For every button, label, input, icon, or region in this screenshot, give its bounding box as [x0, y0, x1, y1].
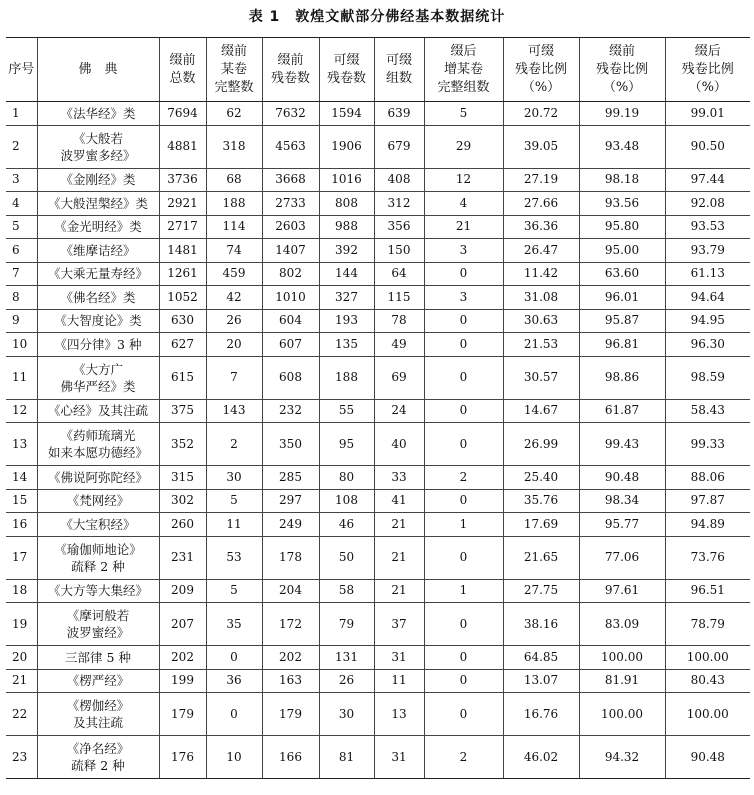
- data-cell: 98.59: [665, 356, 750, 399]
- data-cell: 95: [319, 423, 374, 466]
- column-header: 缀后 残卷比例 （%）: [665, 38, 750, 102]
- table-row: [6, 736, 750, 779]
- table-row: [6, 603, 750, 646]
- data-cell: 1: [424, 579, 503, 603]
- table-row: [6, 399, 750, 423]
- data-cell: 204: [262, 579, 319, 603]
- data-cell: 327: [319, 286, 374, 310]
- data-cell: 2: [206, 423, 262, 466]
- data-cell: 95.87: [579, 309, 665, 333]
- data-cell: 0: [424, 309, 503, 333]
- data-cell: 37: [374, 603, 424, 646]
- table-row: [6, 286, 750, 310]
- data-cell: 68: [206, 168, 262, 192]
- data-cell: 97.61: [579, 579, 665, 603]
- data-cell: 88.06: [665, 466, 750, 490]
- data-cell: 0: [206, 693, 262, 736]
- data-cell: 96.01: [579, 286, 665, 310]
- data-cell: 21: [374, 536, 424, 579]
- data-cell: 98.34: [579, 489, 665, 513]
- data-cell: 2733: [262, 192, 319, 216]
- data-cell: 232: [262, 399, 319, 423]
- row-number: 1: [6, 102, 37, 126]
- table-row: [6, 513, 750, 537]
- data-cell: 150: [374, 239, 424, 263]
- data-cell: 4563: [262, 125, 319, 168]
- data-cell: 2603: [262, 215, 319, 239]
- data-cell: 3668: [262, 168, 319, 192]
- column-header: 缀前 某卷 完整数: [206, 38, 262, 102]
- sutra-name: 《大宝积经》: [37, 513, 159, 537]
- column-header: 缀前 残卷比例 （%）: [579, 38, 665, 102]
- table-row: [6, 579, 750, 603]
- data-cell: 96.30: [665, 333, 750, 357]
- data-cell: 35: [206, 603, 262, 646]
- sutra-name: 《楞严经》: [37, 669, 159, 693]
- row-number: 22: [6, 693, 37, 736]
- sutra-name: 《心经》及其注疏: [37, 399, 159, 423]
- data-cell: 114: [206, 215, 262, 239]
- row-number: 12: [6, 399, 37, 423]
- data-cell: 176: [159, 736, 206, 779]
- data-cell: 20: [206, 333, 262, 357]
- row-number: 15: [6, 489, 37, 513]
- sutra-name: 《楞伽经》 及其注疏: [37, 693, 159, 736]
- data-cell: 53: [206, 536, 262, 579]
- data-cell: 1016: [319, 168, 374, 192]
- sutra-name: 《药师琉璃光 如来本愿功德经》: [37, 423, 159, 466]
- data-cell: 99.43: [579, 423, 665, 466]
- data-cell: 79: [319, 603, 374, 646]
- sutra-name: 三部律 5 种: [37, 646, 159, 670]
- sutra-name: 《净名经》 疏释 2 种: [37, 736, 159, 779]
- sutra-name: 《金光明经》类: [37, 215, 159, 239]
- data-cell: 93.53: [665, 215, 750, 239]
- sutra-name: 《摩诃般若 波罗蜜经》: [37, 603, 159, 646]
- data-cell: 100.00: [579, 693, 665, 736]
- data-cell: 31.08: [503, 286, 579, 310]
- data-cell: 93.48: [579, 125, 665, 168]
- row-number: 3: [6, 168, 37, 192]
- data-cell: 94.89: [665, 513, 750, 537]
- data-cell: 80: [319, 466, 374, 490]
- data-cell: 95.77: [579, 513, 665, 537]
- data-cell: 16.76: [503, 693, 579, 736]
- data-cell: 39.05: [503, 125, 579, 168]
- data-cell: 4: [424, 192, 503, 216]
- data-cell: 94.64: [665, 286, 750, 310]
- data-cell: 96.51: [665, 579, 750, 603]
- data-cell: 607: [262, 333, 319, 357]
- sutra-name: 《大智度论》类: [37, 309, 159, 333]
- data-cell: 209: [159, 579, 206, 603]
- data-cell: 36.36: [503, 215, 579, 239]
- row-number: 11: [6, 356, 37, 399]
- column-header: 可缀 组数: [374, 38, 424, 102]
- row-number: 2: [6, 125, 37, 168]
- data-cell: 178: [262, 536, 319, 579]
- data-cell: 46: [319, 513, 374, 537]
- table-row: [6, 168, 750, 192]
- table-row: [6, 262, 750, 286]
- data-cell: 1052: [159, 286, 206, 310]
- data-cell: 64.85: [503, 646, 579, 670]
- table-row: [6, 333, 750, 357]
- row-number: 19: [6, 603, 37, 646]
- data-cell: 0: [424, 489, 503, 513]
- table-title: 表 1 敦煌文献部分佛经基本数据统计: [248, 9, 506, 25]
- data-cell: 90.48: [665, 736, 750, 779]
- data-cell: 356: [374, 215, 424, 239]
- data-cell: 30.63: [503, 309, 579, 333]
- table-row: [6, 423, 750, 466]
- data-cell: 17.69: [503, 513, 579, 537]
- data-cell: 98.18: [579, 168, 665, 192]
- data-cell: 36: [206, 669, 262, 693]
- data-cell: 2: [424, 736, 503, 779]
- data-cell: 318: [206, 125, 262, 168]
- data-cell: 459: [206, 262, 262, 286]
- data-cell: 1407: [262, 239, 319, 263]
- data-cell: 78: [374, 309, 424, 333]
- data-cell: 99.33: [665, 423, 750, 466]
- data-cell: 193: [319, 309, 374, 333]
- data-cell: 50: [319, 536, 374, 579]
- data-cell: 115: [374, 286, 424, 310]
- data-cell: 77.06: [579, 536, 665, 579]
- row-number: 7: [6, 262, 37, 286]
- data-cell: 0: [424, 693, 503, 736]
- data-cell: 408: [374, 168, 424, 192]
- data-cell: 97.87: [665, 489, 750, 513]
- row-number: 4: [6, 192, 37, 216]
- data-cell: 135: [319, 333, 374, 357]
- data-cell: 21: [374, 579, 424, 603]
- sutra-name: 《佛说阿弥陀经》: [37, 466, 159, 490]
- data-cell: 350: [262, 423, 319, 466]
- data-cell: 30.57: [503, 356, 579, 399]
- row-number: 14: [6, 466, 37, 490]
- data-cell: 69: [374, 356, 424, 399]
- data-cell: 1: [424, 513, 503, 537]
- data-cell: 46.02: [503, 736, 579, 779]
- row-number: 5: [6, 215, 37, 239]
- row-number: 13: [6, 423, 37, 466]
- data-cell: 302: [159, 489, 206, 513]
- data-cell: 38.16: [503, 603, 579, 646]
- data-cell: 95.00: [579, 239, 665, 263]
- data-cell: 202: [159, 646, 206, 670]
- data-cell: 93.79: [665, 239, 750, 263]
- data-cell: 96.81: [579, 333, 665, 357]
- table-row: [6, 669, 750, 693]
- data-cell: 27.75: [503, 579, 579, 603]
- data-cell: 11.42: [503, 262, 579, 286]
- data-cell: 93.56: [579, 192, 665, 216]
- data-cell: 188: [319, 356, 374, 399]
- data-cell: 92.08: [665, 192, 750, 216]
- sutra-name: 《大乘无量寿经》: [37, 262, 159, 286]
- data-cell: 808: [319, 192, 374, 216]
- row-number: 17: [6, 536, 37, 579]
- data-cell: 231: [159, 536, 206, 579]
- data-cell: 25.40: [503, 466, 579, 490]
- data-cell: 260: [159, 513, 206, 537]
- data-cell: 26.99: [503, 423, 579, 466]
- data-cell: 30: [206, 466, 262, 490]
- row-number: 9: [6, 309, 37, 333]
- data-cell: 5: [206, 579, 262, 603]
- data-cell: 0: [424, 356, 503, 399]
- data-cell: 31: [374, 736, 424, 779]
- data-cell: 27.66: [503, 192, 579, 216]
- data-cell: 4881: [159, 125, 206, 168]
- data-cell: 0: [424, 399, 503, 423]
- data-cell: 0: [424, 646, 503, 670]
- data-cell: 639: [374, 102, 424, 126]
- table-row: [6, 192, 750, 216]
- sutra-name: 《梵网经》: [37, 489, 159, 513]
- sutra-name: 《法华经》类: [37, 102, 159, 126]
- data-cell: 21.65: [503, 536, 579, 579]
- data-cell: 58.43: [665, 399, 750, 423]
- data-cell: 95.80: [579, 215, 665, 239]
- row-number: 20: [6, 646, 37, 670]
- row-number: 16: [6, 513, 37, 537]
- data-cell: 61.13: [665, 262, 750, 286]
- data-cell: 5: [424, 102, 503, 126]
- column-header: 序号: [6, 38, 37, 102]
- table-row: [6, 356, 750, 399]
- data-cell: 2717: [159, 215, 206, 239]
- data-cell: 0: [424, 603, 503, 646]
- data-cell: 615: [159, 356, 206, 399]
- data-cell: 33: [374, 466, 424, 490]
- data-cell: 26: [206, 309, 262, 333]
- data-cell: 27.19: [503, 168, 579, 192]
- header-row: [6, 38, 750, 102]
- data-cell: 29: [424, 125, 503, 168]
- data-cell: 31: [374, 646, 424, 670]
- column-header: 缀前 残卷数: [262, 38, 319, 102]
- data-cell: 74: [206, 239, 262, 263]
- data-cell: 41: [374, 489, 424, 513]
- data-cell: 58: [319, 579, 374, 603]
- statistics-table: [6, 37, 750, 779]
- data-cell: 679: [374, 125, 424, 168]
- data-cell: 73.76: [665, 536, 750, 579]
- data-cell: 26: [319, 669, 374, 693]
- row-number: 6: [6, 239, 37, 263]
- data-cell: 0: [424, 333, 503, 357]
- data-cell: 188: [206, 192, 262, 216]
- data-cell: 21: [374, 513, 424, 537]
- data-cell: 199: [159, 669, 206, 693]
- data-cell: 30: [319, 693, 374, 736]
- table-row: [6, 239, 750, 263]
- data-cell: 21.53: [503, 333, 579, 357]
- data-cell: 90.48: [579, 466, 665, 490]
- data-cell: 1010: [262, 286, 319, 310]
- data-cell: 100.00: [665, 646, 750, 670]
- table-row: [6, 466, 750, 490]
- data-cell: 99.19: [579, 102, 665, 126]
- table-row: [6, 489, 750, 513]
- data-cell: 42: [206, 286, 262, 310]
- data-cell: 100.00: [579, 646, 665, 670]
- column-header: 缀后 增某卷 完整组数: [424, 38, 503, 102]
- data-cell: 11: [206, 513, 262, 537]
- data-cell: 249: [262, 513, 319, 537]
- data-cell: 172: [262, 603, 319, 646]
- data-cell: 3736: [159, 168, 206, 192]
- row-number: 18: [6, 579, 37, 603]
- data-cell: 83.09: [579, 603, 665, 646]
- data-cell: 163: [262, 669, 319, 693]
- column-header: 缀前 总数: [159, 38, 206, 102]
- column-header: 可缀 残卷比例 （%）: [503, 38, 579, 102]
- data-cell: 0: [424, 262, 503, 286]
- data-cell: 14.67: [503, 399, 579, 423]
- data-cell: 166: [262, 736, 319, 779]
- data-cell: 604: [262, 309, 319, 333]
- row-number: 10: [6, 333, 37, 357]
- data-cell: 608: [262, 356, 319, 399]
- data-cell: 90.50: [665, 125, 750, 168]
- data-cell: 144: [319, 262, 374, 286]
- data-cell: 7632: [262, 102, 319, 126]
- data-cell: 2: [424, 466, 503, 490]
- data-cell: 0: [424, 669, 503, 693]
- data-cell: 81: [319, 736, 374, 779]
- data-cell: 80.43: [665, 669, 750, 693]
- data-cell: 1906: [319, 125, 374, 168]
- data-cell: 312: [374, 192, 424, 216]
- data-cell: 49: [374, 333, 424, 357]
- data-cell: 2921: [159, 192, 206, 216]
- data-cell: 63.60: [579, 262, 665, 286]
- data-cell: 21: [424, 215, 503, 239]
- data-cell: 179: [159, 693, 206, 736]
- column-header: 可缀 残卷数: [319, 38, 374, 102]
- data-cell: 1594: [319, 102, 374, 126]
- data-cell: 131: [319, 646, 374, 670]
- data-cell: 99.01: [665, 102, 750, 126]
- data-cell: 64: [374, 262, 424, 286]
- data-cell: 100.00: [665, 693, 750, 736]
- data-cell: 627: [159, 333, 206, 357]
- table-row: [6, 102, 750, 126]
- table-body: [6, 102, 750, 779]
- sutra-name: 《维摩诘经》: [37, 239, 159, 263]
- data-cell: 179: [262, 693, 319, 736]
- data-cell: 13.07: [503, 669, 579, 693]
- data-cell: 630: [159, 309, 206, 333]
- data-cell: 98.86: [579, 356, 665, 399]
- data-cell: 392: [319, 239, 374, 263]
- row-number: 23: [6, 736, 37, 779]
- data-cell: 26.47: [503, 239, 579, 263]
- data-cell: 94.95: [665, 309, 750, 333]
- data-cell: 1261: [159, 262, 206, 286]
- column-header: 佛 典: [37, 38, 159, 102]
- data-cell: 24: [374, 399, 424, 423]
- data-cell: 81.91: [579, 669, 665, 693]
- data-cell: 315: [159, 466, 206, 490]
- sutra-name: 《大般涅槃经》类: [37, 192, 159, 216]
- data-cell: 7694: [159, 102, 206, 126]
- data-cell: 0: [424, 423, 503, 466]
- data-cell: 62: [206, 102, 262, 126]
- row-number: 8: [6, 286, 37, 310]
- sutra-name: 《佛名经》类: [37, 286, 159, 310]
- data-cell: 375: [159, 399, 206, 423]
- data-cell: 78.79: [665, 603, 750, 646]
- data-cell: 13: [374, 693, 424, 736]
- data-cell: 97.44: [665, 168, 750, 192]
- data-cell: 20.72: [503, 102, 579, 126]
- sutra-name: 《大方等大集经》: [37, 579, 159, 603]
- table-row: [6, 309, 750, 333]
- sutra-name: 《瑜伽师地论》 疏释 2 种: [37, 536, 159, 579]
- data-cell: 55: [319, 399, 374, 423]
- data-cell: 0: [424, 536, 503, 579]
- data-cell: 35.76: [503, 489, 579, 513]
- data-cell: 11: [374, 669, 424, 693]
- data-cell: 143: [206, 399, 262, 423]
- data-cell: 40: [374, 423, 424, 466]
- row-number: 21: [6, 669, 37, 693]
- data-cell: 7: [206, 356, 262, 399]
- table-row: [6, 536, 750, 579]
- data-cell: 3: [424, 239, 503, 263]
- data-cell: 12: [424, 168, 503, 192]
- data-cell: 3: [424, 286, 503, 310]
- sutra-name: 《四分律》3 种: [37, 333, 159, 357]
- data-cell: 297: [262, 489, 319, 513]
- data-cell: 94.32: [579, 736, 665, 779]
- data-cell: 802: [262, 262, 319, 286]
- data-cell: 352: [159, 423, 206, 466]
- sutra-name: 《金刚经》类: [37, 168, 159, 192]
- data-cell: 10: [206, 736, 262, 779]
- table-row: [6, 215, 750, 239]
- table-row: [6, 125, 750, 168]
- table-row: [6, 693, 750, 736]
- data-cell: 202: [262, 646, 319, 670]
- data-cell: 207: [159, 603, 206, 646]
- data-cell: 0: [206, 646, 262, 670]
- data-cell: 108: [319, 489, 374, 513]
- data-cell: 61.87: [579, 399, 665, 423]
- data-cell: 988: [319, 215, 374, 239]
- table-row: [6, 646, 750, 670]
- table-header: [6, 38, 750, 102]
- data-cell: 5: [206, 489, 262, 513]
- data-cell: 1481: [159, 239, 206, 263]
- sutra-name: 《大般若 波罗蜜多经》: [37, 125, 159, 168]
- sutra-name: 《大方广 佛华严经》类: [37, 356, 159, 399]
- data-cell: 285: [262, 466, 319, 490]
